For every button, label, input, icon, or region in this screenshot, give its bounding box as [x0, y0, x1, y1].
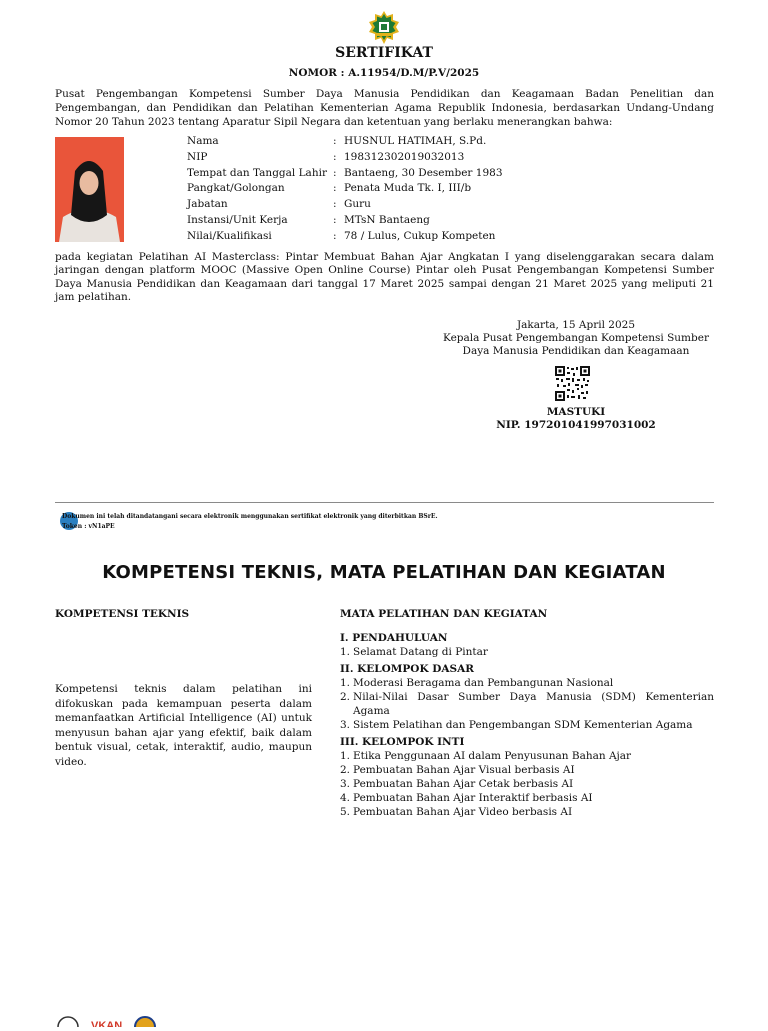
page-divider — [55, 502, 714, 503]
electronic-signature-note — [62, 512, 438, 532]
section-items — [340, 676, 714, 732]
detail-label: Jabatan — [187, 198, 228, 211]
section-title: II. KELOMPOK DASAR — [340, 663, 474, 675]
signatory-nip: NIP. 197201041997031002 — [496, 419, 656, 431]
recipient-photo — [55, 137, 124, 242]
sign-position-line1: Kepala Pusat Pengembangan Kompetensi Sumber — [443, 332, 709, 344]
sign-place-date: Jakarta, 15 April 2025 — [516, 319, 636, 331]
training-paragraph: pada kegiatan Pelatihan AI Masterclass: Pintar Membuat Bahan Ajar Angkatan I yang diselenggarakan secara dalam jaringan dengan platform MOOC (Massive Open Online Course) Pintar oleh Pusat Pengembangan Kompetensi Sumber Daya Manusia Pendidikan dan Keagamaan dari tanggal 17 Maret 2025 sampai dengan 21 Maret 2025 yang meliputi 21 jam pelatihan. — [55, 251, 714, 304]
list-item: 4. Pembuatan Bahan Ajar Interaktif berbasis AI — [340, 792, 593, 804]
detail-separator: : — [333, 135, 337, 147]
section-items — [340, 749, 714, 819]
signature-block — [436, 319, 716, 358]
detail-separator: : — [333, 182, 337, 195]
section-items — [340, 645, 714, 659]
detail-label: Nilai/Kualifikasi — [187, 229, 272, 242]
footer-logo-3-icon — [135, 1017, 155, 1027]
detail-value: Guru — [344, 198, 371, 211]
esign-note-text: Dokumen ini telah ditandatangani secara elektronik menggunakan sertifikat elektronik yang diterbitkan BSrE. — [62, 513, 438, 520]
detail-label: Instansi/Unit Kerja — [187, 213, 288, 226]
detail-label: NIP — [187, 150, 208, 163]
esign-token: Token : vN1aPE — [62, 523, 115, 530]
detail-value: Bantaeng, 30 Desember 1983 — [344, 166, 503, 179]
detail-separator: : — [333, 213, 337, 226]
list-item: 3. Sistem Pelatihan dan Pengembangan SDM Kementerian Agama — [340, 719, 693, 731]
list-item: 3. Pembuatan Bahan Ajar Cetak berbasis AI — [340, 778, 574, 790]
footer-logo-1-icon — [58, 1017, 78, 1027]
detail-separator: : — [333, 198, 337, 211]
detail-value: Penata Muda Tk. I, III/b — [344, 182, 472, 195]
detail-value: HUSNUL HATIMAH, S.Pd. — [344, 135, 487, 147]
detail-label: Pangkat/Golongan — [187, 182, 285, 195]
section-title: I. PENDAHULUAN — [340, 632, 448, 644]
list-item: 2. Pembuatan Bahan Ajar Visual berbasis AI — [340, 764, 575, 776]
section-title: III. KELOMPOK INTI — [340, 736, 465, 748]
kompetensi-heading: KOMPETENSI TEKNIS — [55, 608, 190, 620]
footer-logos — [55, 1012, 175, 1031]
detail-value: 198312302019032013 — [344, 150, 465, 163]
certificate-number: NOMOR : A.11954/D.M/P.V/2025 — [288, 67, 480, 79]
detail-separator: : — [333, 150, 337, 163]
detail-value: 78 / Lulus, Cukup Kompeten — [344, 229, 496, 242]
mata-pelatihan-heading: MATA PELATIHAN DAN KEGIATAN — [340, 608, 548, 620]
qr-code-icon[interactable] — [555, 366, 590, 401]
detail-value: MTsN Bantaeng — [344, 213, 430, 226]
list-item: 2. Nilai-Nilai Dasar Sumber Daya Manusia (SDM) Kementerian Agama — [340, 691, 714, 717]
signatory-name: MASTUKI — [546, 406, 606, 418]
footer-logo-2: VKAN — [91, 1020, 123, 1027]
page2-title: KOMPETENSI TEKNIS, MATA PELATIHAN DAN KEGIATAN — [102, 562, 666, 583]
list-item: 1. Selamat Datang di Pintar — [340, 646, 488, 658]
intro-paragraph: Pusat Pengembangan Kompetensi Sumber Daya Manusia Pendidikan dan Keagamaan Badan Penelitian dan Pengembangan, dan Pendidikan dan Pelatihan Kementerian Agama Republik Indonesia, berdasarkan Undang-Undang Nomor 20 Tahun 2023 tentang Aparatur Sipil Negara dan ketentuan yang berlaku menerangkan bahwa: — [55, 88, 714, 128]
list-item: 1. Etika Penggunaan AI dalam Penyusunan Bahan Ajar — [340, 750, 632, 762]
detail-label: Nama — [187, 135, 219, 147]
kemenag-emblem-icon — [366, 10, 402, 46]
detail-separator: : — [333, 166, 337, 179]
list-item: 5. Pembuatan Bahan Ajar Video berbasis AI — [340, 806, 573, 818]
list-item: 1. Moderasi Beragama dan Pembangunan Nasional — [340, 677, 614, 689]
sign-position-line2: Daya Manusia Pendidikan dan Keagamaan — [462, 345, 690, 357]
certificate-title: SERTIFIKAT — [335, 45, 433, 61]
detail-label: Tempat dan Tanggal Lahir — [187, 166, 327, 179]
mata-pelatihan-list — [340, 628, 714, 819]
kompetensi-text: Kompetensi teknis dalam pelatihan ini difokuskan pada kemampuan peserta dalam memanfaatkan Artificial Intelligence (AI) untuk menyusun bahan ajar yang efektif, baik dalam bentuk visual, cetak, interaktif, audio, maupun video. — [55, 683, 312, 768]
signatory — [436, 406, 716, 432]
detail-separator: : — [333, 229, 337, 242]
